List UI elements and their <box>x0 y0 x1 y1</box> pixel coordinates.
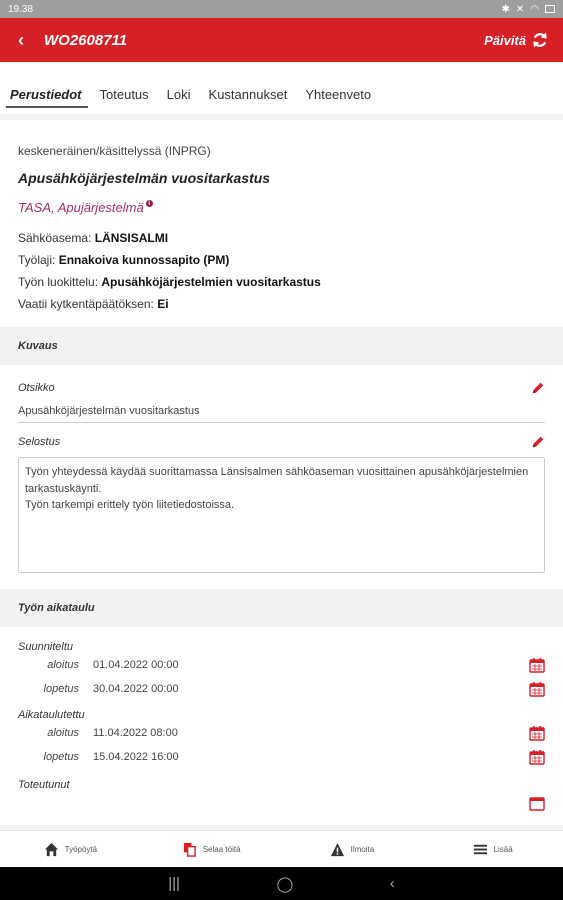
tab-bar <box>0 62 563 114</box>
bottom-navigation <box>0 830 563 867</box>
start-label: aloitus <box>47 727 79 739</box>
pencil-icon[interactable] <box>531 435 545 449</box>
home-circle-icon[interactable]: ◯ <box>276 875 294 893</box>
documents-icon <box>182 842 197 857</box>
tab-loki[interactable]: Loki <box>166 87 191 102</box>
prop-value: Apusähköjärjestelmien vuositarkastus <box>101 275 321 289</box>
nav-label: Lisää <box>493 844 513 854</box>
page-title: WO2608711 <box>44 31 128 49</box>
prop-value: Ei <box>157 297 169 311</box>
calendar-icon[interactable] <box>529 725 545 741</box>
chevron-left-icon: ‹ <box>18 29 24 50</box>
nav-browse-work[interactable] <box>141 831 282 867</box>
refresh-icon <box>531 31 549 49</box>
summary-card <box>0 120 563 327</box>
start-label: aloitus <box>47 659 79 671</box>
system-navigation-bar <box>0 867 563 900</box>
prop-label: Vaatii kytkentäpäätöksen: <box>18 297 154 311</box>
menu-icon <box>473 842 488 857</box>
end-label: lopetus <box>43 751 79 763</box>
recents-icon[interactable]: ||| <box>168 875 180 892</box>
tab-yhteenveto[interactable]: Yhteenveto <box>305 87 372 102</box>
main-content[interactable] <box>0 114 563 830</box>
details-field-label <box>18 423 545 449</box>
tab-perustiedot[interactable]: Perustiedot <box>6 87 88 114</box>
nav-label: Työpöytä <box>64 844 98 854</box>
description-card <box>0 365 563 589</box>
info-icon[interactable]: i <box>146 200 153 207</box>
prop-label: Työlaji: <box>18 253 56 267</box>
asset-label: TASA, Apujärjestelmä <box>18 200 144 215</box>
section-header-schedule: Työn aikataulu <box>0 589 563 627</box>
nav-label: Selaa töitä <box>202 844 241 854</box>
refresh-label: Päivitä <box>484 32 526 48</box>
schedule-group-planned: Suunniteltu <box>18 641 74 653</box>
status-text: keskeneräinen/käsittelyssä (INPRG) <box>18 144 211 158</box>
heading-label: Otsikko <box>18 382 55 394</box>
nav-report[interactable] <box>282 831 423 867</box>
prop-label: Työn luokittelu: <box>18 275 99 289</box>
prop-label: Sähköasema: <box>18 231 92 245</box>
details-label: Selostus <box>18 436 61 448</box>
details-text: Työn yhteydessä käydää suorittamassa Länsisalmen sähköaseman vuosittainen apusähköjärjestelmien tarkastuskäynti. Työn tarkempi erittely työn liitetiedostoissa. <box>25 466 529 511</box>
prop-substation <box>18 231 545 245</box>
schedule-row <box>18 721 545 745</box>
calendar-icon[interactable] <box>529 657 545 673</box>
battery-icon <box>545 5 555 13</box>
tab-kustannukset[interactable]: Kustannukset <box>208 87 288 102</box>
calendar-icon[interactable] <box>529 749 545 765</box>
end-value: 30.04.2022 00:00 <box>93 683 179 695</box>
prop-value: LÄNSISALMI <box>94 231 169 245</box>
home-icon <box>44 842 59 857</box>
details-textarea[interactable] <box>18 457 545 573</box>
nav-more[interactable] <box>422 831 563 867</box>
prop-work-type <box>18 253 545 267</box>
nav-dashboard[interactable] <box>0 831 141 867</box>
wifi-icon: ◠ <box>530 3 539 15</box>
clock: 19.38 <box>8 3 34 15</box>
schedule-row <box>18 745 545 769</box>
start-value: 01.04.2022 00:00 <box>93 659 179 671</box>
prop-switching-decision <box>18 297 545 311</box>
app-bar <box>0 18 563 62</box>
prop-value: Ennakoiva kunnossapito (PM) <box>58 253 230 267</box>
heading-field-label <box>18 365 545 395</box>
nav-label: Ilmoita <box>350 844 375 854</box>
heading-field-value: Apusähköjärjestelmän vuositarkastus <box>18 395 545 423</box>
asset-link[interactable] <box>18 200 545 215</box>
end-value: 15.04.2022 16:00 <box>93 751 179 763</box>
schedule-row <box>18 677 545 701</box>
back-button[interactable] <box>0 18 42 62</box>
tab-toteutus[interactable]: Toteutus <box>99 87 149 102</box>
system-back-icon[interactable]: ‹ <box>389 875 395 892</box>
pencil-icon[interactable] <box>531 381 545 395</box>
prop-classification <box>18 275 545 289</box>
work-order-title: Apusähköjärjestelmän vuositarkastus <box>18 170 271 186</box>
start-value: 11.04.2022 08:00 <box>93 727 178 739</box>
schedule-row <box>18 653 545 677</box>
refresh-button[interactable] <box>484 31 563 49</box>
schedule-group-scheduled: Aikataulutettu <box>18 709 85 721</box>
schedule-group-actual: Toteutunut <box>18 779 70 791</box>
status-icons <box>501 4 555 15</box>
status-bar <box>0 0 563 18</box>
mute-icon: ✕ <box>515 3 525 15</box>
section-header-description: Kuvaus <box>0 327 563 365</box>
calendar-icon[interactable] <box>529 681 545 697</box>
schedule-card <box>0 627 563 825</box>
end-label: lopetus <box>43 683 79 695</box>
warning-icon <box>330 842 345 857</box>
calendar-icon[interactable] <box>529 795 545 811</box>
bluetooth-icon: ✱ <box>501 3 510 15</box>
schedule-row <box>18 791 545 815</box>
